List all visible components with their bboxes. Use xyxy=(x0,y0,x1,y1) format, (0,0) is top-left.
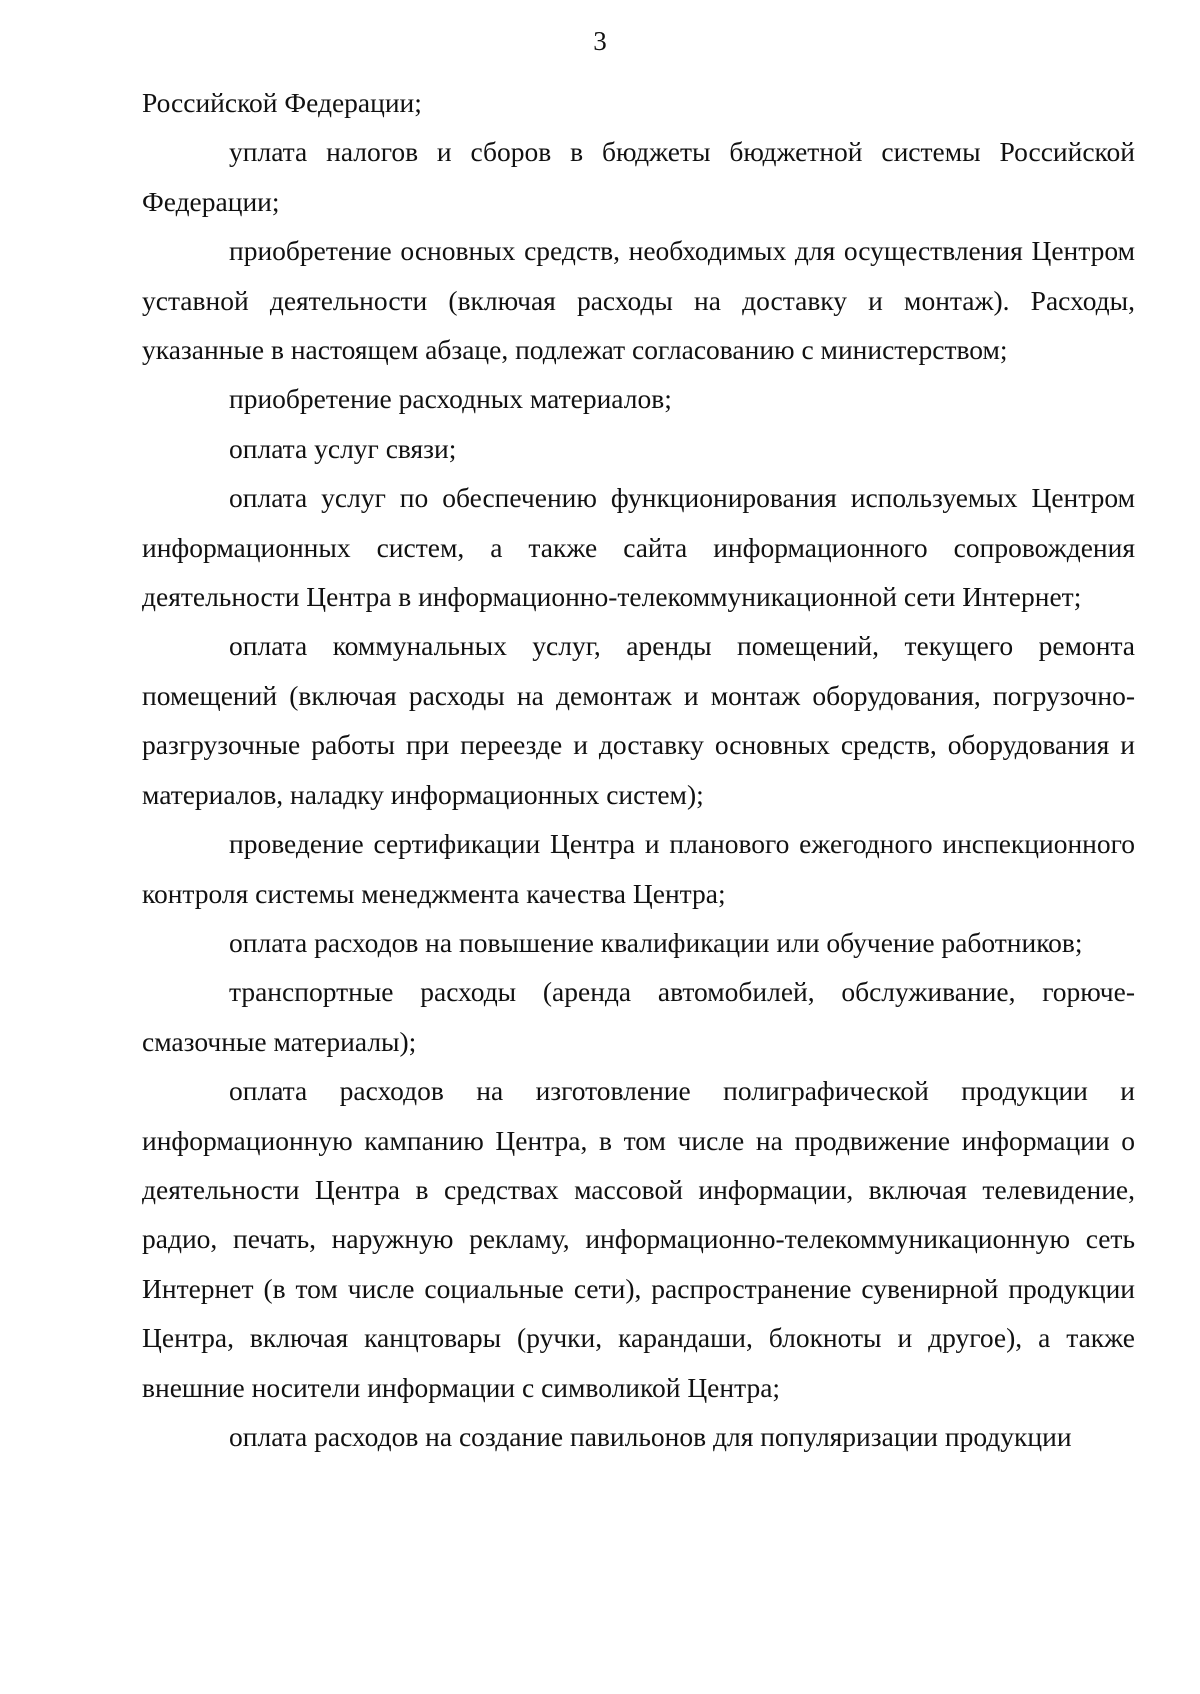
paragraph-information-systems: оплата услуг по обеспечению функционирования используемых Центром информационных систем, а также сайта информационного сопровождения деятельности Центра в информационно-телекоммуникационной сети Интернет; xyxy=(142,482,1135,613)
paragraph-communications: оплата услуг связи; xyxy=(229,432,457,464)
paragraph-training: оплата расходов на повышение квалификации или обучение работников; xyxy=(229,926,1083,958)
paragraph-pavilions: оплата расходов на создание павильонов для популяризации продукции xyxy=(229,1420,1072,1452)
paragraph-fixed-assets: приобретение основных средств, необходимых для осуществления Центром уставной деятельности (включая расходы на доставку и монтаж). Расходы, указанные в настоящем абзаце, подлежат согласованию с министерством; xyxy=(142,235,1135,366)
paragraph-certification: проведение сертификации Центра и планового ежегодного инспекционного контроля системы менеджмента качества Центра; xyxy=(142,828,1135,909)
paragraph-consumables: приобретение расходных материалов; xyxy=(229,383,672,415)
paragraph-utilities-rent: оплата коммунальных услуг, аренды помещений, текущего ремонта помещений (включая расходы на демонтаж и монтаж оборудования, погрузочно-разгрузочные работы при переезде и доставку основных средств, оборудования и материалов, наладку информационных систем); xyxy=(142,630,1135,810)
paragraph-continuation: Российской Федерации; xyxy=(142,87,422,118)
page-number: 3 xyxy=(593,26,607,56)
paragraph-printing-campaign: оплата расходов на изготовление полиграфической продукции и информационную кампанию Центра, в том числе на продвижение информации о деятельности Центра в средствах массовой информации, включая телевидение, радио, печать, наружную рекламу, информационно-телекоммуникационную сеть Интернет (в том числе социальные сети), распространение сувенирной продукции Центра, включая канцтовары (ручки, карандаши, блокноты и другое), а также внешние носители информации с символикой Центра; xyxy=(142,1075,1135,1403)
document-body xyxy=(142,78,1135,1461)
paragraph-transport: транспортные расходы (аренда автомобилей, обслуживание, горюче-смазочные материалы); xyxy=(142,976,1135,1057)
paragraph-taxes: уплата налогов и сборов в бюджеты бюджетной системы Российской Федерации; xyxy=(142,136,1135,217)
